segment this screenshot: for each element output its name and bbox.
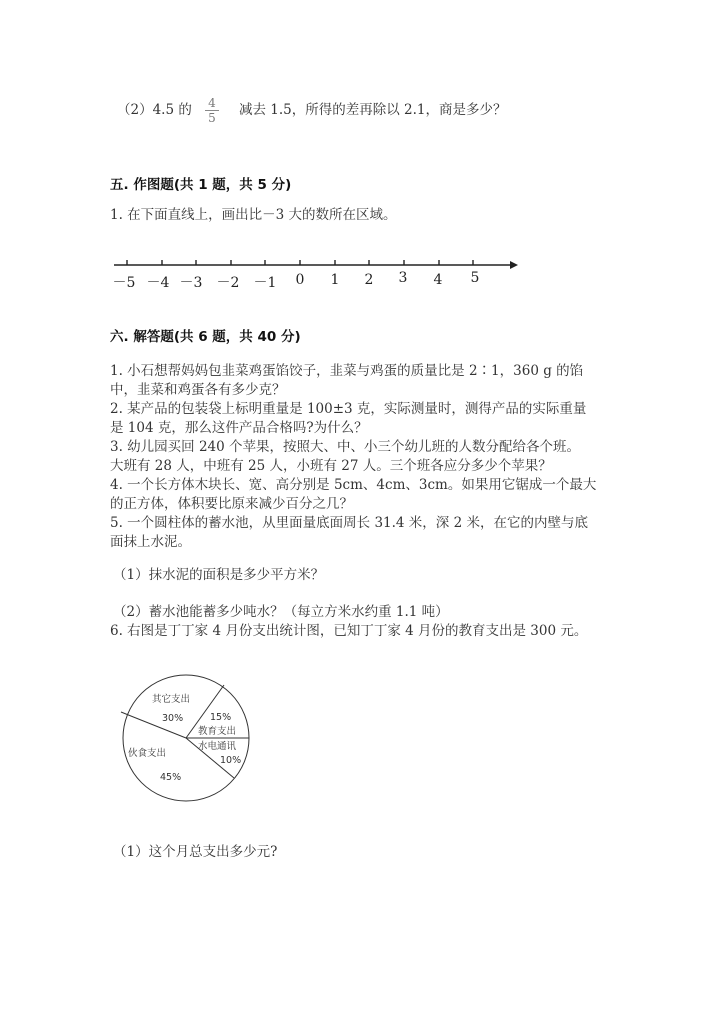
q5-part1: （1）抹水泥的面积是多少平方米？ (113, 567, 325, 583)
q5-line2: 面抹上水泥。 (110, 534, 191, 550)
q4-part2-prefix: （2）4.5 的 (117, 102, 192, 118)
slice-pct-other: 30% (162, 713, 184, 724)
section5-heading: 五. 作图题(共 1 题，共 5 分) (110, 177, 292, 193)
slice-label-education: 教育支出 (198, 726, 237, 737)
tick-label: －1 (253, 275, 277, 291)
q3-line2: 大班有 28 人，中班有 25 人，小班有 27 人。三个班各应分多少个苹果？ (110, 458, 552, 474)
tick-label: 2 (364, 272, 374, 288)
slice-pct-food: 45% (160, 772, 182, 783)
tick-label: 0 (295, 272, 305, 288)
q4-part2-suffix: 减去 1.5，所得的差再除以 2.1，商是多少？ (239, 102, 507, 118)
number-line (110, 255, 530, 275)
slice-label-food: 伙食支出 (128, 748, 167, 759)
tick-label: －3 (179, 275, 203, 291)
tick-label: 1 (330, 272, 340, 288)
arrow-right-icon (510, 261, 518, 269)
section6-heading: 六. 解答题(共 6 题，共 40 分) (110, 329, 301, 345)
q2-line1: 2. 某产品的包装袋上标明重量是 100±3 克，实际测量时，测得产品的实际重量 (110, 401, 587, 417)
slice-pct-utilities: 10% (220, 755, 242, 766)
tick-label: 5 (470, 270, 480, 286)
fraction-numerator: 4 (205, 96, 219, 111)
tick-label: －5 (112, 275, 136, 291)
q6-part1: （1）这个月总支出多少元? (113, 844, 278, 860)
q1-line2: 中，韭菜和鸡蛋各有多少克？ (110, 382, 286, 398)
slice-label-other: 其它支出 (152, 694, 191, 705)
tick-label: 4 (433, 272, 443, 288)
q4-line1: 4. 一个长方体木块长、宽、高分别是 5cm、4cm、3cm。如果用它锯成一个最大 (110, 477, 597, 493)
q5-line1: 5. 一个圆柱体的蓄水池，从里面量底面周长 31.4 米，深 2 米，在它的内壁与底 (110, 515, 588, 531)
q2-line2: 是 104 克，那么这件产品合格吗?为什么？ (110, 420, 368, 436)
tick-label: －4 (146, 275, 170, 291)
tick-label: 3 (398, 270, 408, 286)
section5-q1: 1. 在下面直线上，画出比－3 大的数所在区域。 (110, 207, 397, 223)
slice-label-utilities: 水电通讯 (198, 741, 237, 752)
tick-label: －2 (216, 275, 240, 291)
q3-line1: 3. 幼儿园买回 240 个苹果，按照大、中、小三个幼儿班的人数分配给各个班。 (110, 439, 581, 455)
fraction-four-fifths (205, 96, 219, 125)
fraction-denominator: 5 (208, 111, 216, 125)
expense-pie-chart (110, 668, 260, 808)
q1-line1: 1. 小石想帮妈妈包韭菜鸡蛋馅饺子，韭菜与鸡蛋的质量比是 2∶1，360 g 的馅 (110, 363, 584, 379)
q4-line2: 的正方体，体积要比原来减少百分之几？ (110, 496, 353, 512)
slice-pct-education: 15% (210, 712, 232, 723)
q5-part2: （2）蓄水池能蓄多少吨水？（每立方米水约重 1.1 吨） (113, 604, 449, 620)
q6-text: 6. 右图是丁丁家 4 月份支出统计图，已知丁丁家 4 月份的教育支出是 300 元。 (110, 623, 588, 639)
